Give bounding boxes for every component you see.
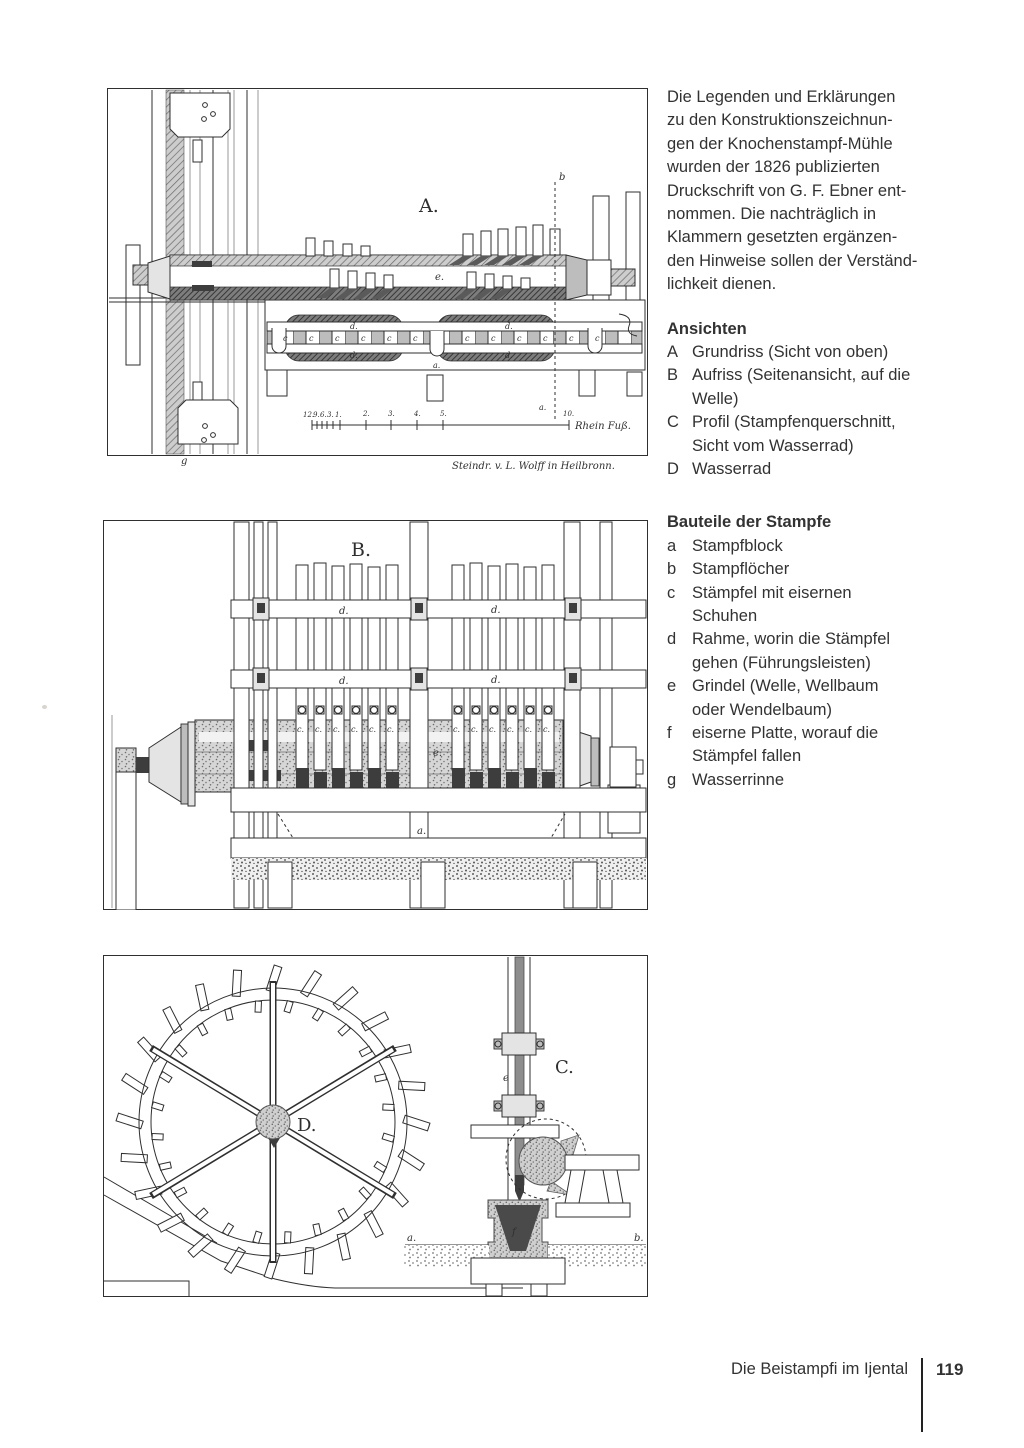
view-item — [667, 458, 967, 481]
label-c: c. — [453, 725, 461, 734]
intro-line: zu den Konstruktionszeichnun- — [667, 111, 893, 130]
label-e: e — [503, 1073, 509, 1084]
scale-unit: Rhein Fuß. — [575, 421, 631, 432]
view-item-key: D — [667, 459, 679, 478]
label-d: d. — [491, 605, 501, 616]
figure-b-drawing — [103, 520, 648, 910]
scale-number: 3. — [388, 410, 395, 418]
footer-chapter-title: Die Beistampfi im Ijental — [731, 1360, 908, 1378]
part-item — [667, 628, 967, 675]
label-c: c — [517, 334, 522, 343]
label-c: c — [543, 334, 548, 343]
label-c: c — [361, 334, 366, 343]
part-item-key: g — [667, 770, 677, 789]
label-d: d. — [505, 322, 513, 331]
view-item — [667, 364, 967, 411]
mortar-block — [488, 1200, 548, 1260]
stamp-bolt-bracket — [494, 1095, 544, 1117]
scale-number: 2. — [363, 410, 370, 418]
part-item-text: Grindel (Welle, Wellbaum oder Wendelbaum) — [692, 677, 879, 719]
label-d: d. — [339, 606, 349, 617]
label-c: c. — [333, 725, 341, 734]
figure-a-drawing — [107, 88, 648, 473]
intro-line: nommen. Die nachträglich in — [667, 204, 877, 223]
label-a: a. — [539, 403, 547, 412]
label-d: d. — [350, 322, 358, 331]
label-b: b — [559, 172, 566, 183]
label-c: c — [491, 334, 496, 343]
scale-number: 6. — [320, 411, 327, 419]
figure-b-aufriss — [103, 520, 648, 910]
view-item-key: B — [667, 366, 679, 385]
part-item-text: Stampflöcher — [692, 560, 790, 579]
print-smudge — [42, 705, 47, 709]
part-item-text: Wasserrinne — [692, 770, 784, 789]
label-c: c. — [507, 725, 515, 734]
figure-a-grundriss — [107, 88, 648, 473]
part-item — [667, 535, 967, 558]
part-item-text: eiserne Platte, worauf die Stämpfel fallen — [692, 724, 879, 766]
part-item — [667, 722, 967, 769]
label-c: c — [335, 334, 340, 343]
label-d: d. — [491, 675, 501, 686]
views-list — [667, 341, 967, 481]
scale-number: 9. — [313, 411, 320, 419]
label-c: c. — [489, 725, 497, 734]
label-c: c — [413, 334, 418, 343]
label-c: c — [569, 334, 574, 343]
bed-foot — [267, 370, 287, 396]
part-item-text: Stämpfel mit eisernen Schuhen — [692, 583, 852, 625]
label-c: c. — [297, 725, 305, 734]
part-item-key: a — [667, 536, 677, 555]
view-item-text: Aufriss (Seitenansicht, auf die Welle) — [692, 366, 911, 408]
part-item — [667, 558, 967, 581]
label-c: c. — [525, 725, 533, 734]
parts-list — [667, 535, 967, 792]
label-c: c — [309, 334, 314, 343]
scale-number: 4. — [414, 410, 421, 418]
intro-paragraph — [667, 86, 967, 297]
label-e: e. — [433, 748, 443, 759]
views-heading: Ansichten — [667, 319, 747, 338]
guide-rail — [471, 1125, 559, 1138]
caption-column — [667, 86, 967, 792]
label-a: a. — [433, 361, 441, 370]
label-e: e. — [435, 272, 445, 283]
intro-line: den Hinweise sollen der Verständ- — [667, 251, 918, 270]
page-number: 119 — [936, 1360, 964, 1379]
wall-plank-left — [126, 245, 140, 365]
parts-heading: Bauteile der Stampfe — [667, 513, 832, 532]
label-c: c. — [351, 725, 359, 734]
mortar-pedestal — [471, 1258, 565, 1284]
scale-number: 5. — [440, 410, 447, 418]
scale-number: 10. — [563, 410, 575, 418]
part-item-key: f — [667, 724, 672, 743]
label-c: c. — [387, 725, 395, 734]
figure-b-label: B. — [351, 539, 372, 561]
part-item-key: d — [667, 630, 677, 649]
figure-a-label: A. — [419, 195, 439, 217]
part-item — [667, 582, 967, 629]
label-b: b. — [634, 1233, 644, 1244]
part-item — [667, 675, 967, 722]
label-c: c — [465, 334, 470, 343]
part-item-key: e — [667, 677, 677, 696]
bed-foot — [579, 370, 595, 396]
intro-line: Klammern gesetzten ergänzen- — [667, 228, 898, 247]
view-item-text: Grundriss (Sicht von oben) — [692, 342, 889, 361]
scale-number: 1. — [335, 411, 342, 419]
label-c: c. — [543, 725, 551, 734]
label-d: d. — [350, 351, 358, 360]
part-item — [667, 769, 967, 792]
label-c: c — [387, 334, 392, 343]
label-d: d. — [505, 351, 513, 360]
label-c: c. — [471, 725, 479, 734]
scale-number: 12. — [303, 411, 315, 419]
intro-line: gen der Knochenstampf-Mühle — [667, 134, 893, 153]
figure-d-label: D. — [297, 1115, 317, 1136]
label-a: a. — [417, 826, 427, 837]
bed-foot — [427, 375, 443, 401]
part-item-key: b — [667, 560, 677, 579]
label-c: c — [283, 334, 288, 343]
part-item-key: c — [667, 583, 676, 602]
stamp-bed-plan — [265, 300, 645, 370]
view-item — [667, 341, 967, 364]
figure-cd-wheel-profile — [103, 955, 648, 1297]
label-c: c. — [315, 725, 323, 734]
footer-divider — [921, 1358, 923, 1432]
intro-line: wurden der 1826 publizierten — [667, 158, 880, 177]
bed-foot — [627, 372, 642, 396]
label-c: c. — [369, 725, 377, 734]
figure-c-label: C. — [555, 1057, 574, 1078]
label-d: d. — [339, 676, 349, 687]
scale-number: 3. — [327, 411, 334, 419]
part-item-text: Stampfblock — [692, 536, 783, 555]
intro-line: Druckschrift von G. F. Ebner ent- — [667, 181, 907, 200]
view-item-text: Wasserrad — [692, 459, 772, 478]
figure-cd-drawing — [103, 955, 648, 1297]
frame-foot-loop — [430, 331, 444, 356]
lithographer-credit: Steindr. v. L. Wolff in Heilbronn. — [452, 461, 615, 472]
view-item-key: A — [667, 342, 679, 361]
label-g: g — [181, 456, 188, 467]
intro-line: lichkeit dienen. — [667, 275, 777, 294]
support-ledge — [565, 1155, 639, 1170]
view-item-text: Profil (Stampfenquerschnitt, Sicht vom Wasserrad) — [692, 413, 896, 455]
label-f: f — [512, 1227, 516, 1238]
cam-disc — [519, 1137, 567, 1185]
view-item-key: C — [667, 413, 679, 432]
part-item-text: Rahme, worin die Stämpfel gehen (Führungsleisten) — [692, 630, 891, 672]
stamp-bolt-bracket — [494, 1033, 544, 1055]
intro-line: Die Legenden und Erklärungen — [667, 88, 896, 106]
view-item — [667, 411, 967, 458]
label-a: a. — [407, 1233, 417, 1244]
label-c: c — [595, 334, 600, 343]
